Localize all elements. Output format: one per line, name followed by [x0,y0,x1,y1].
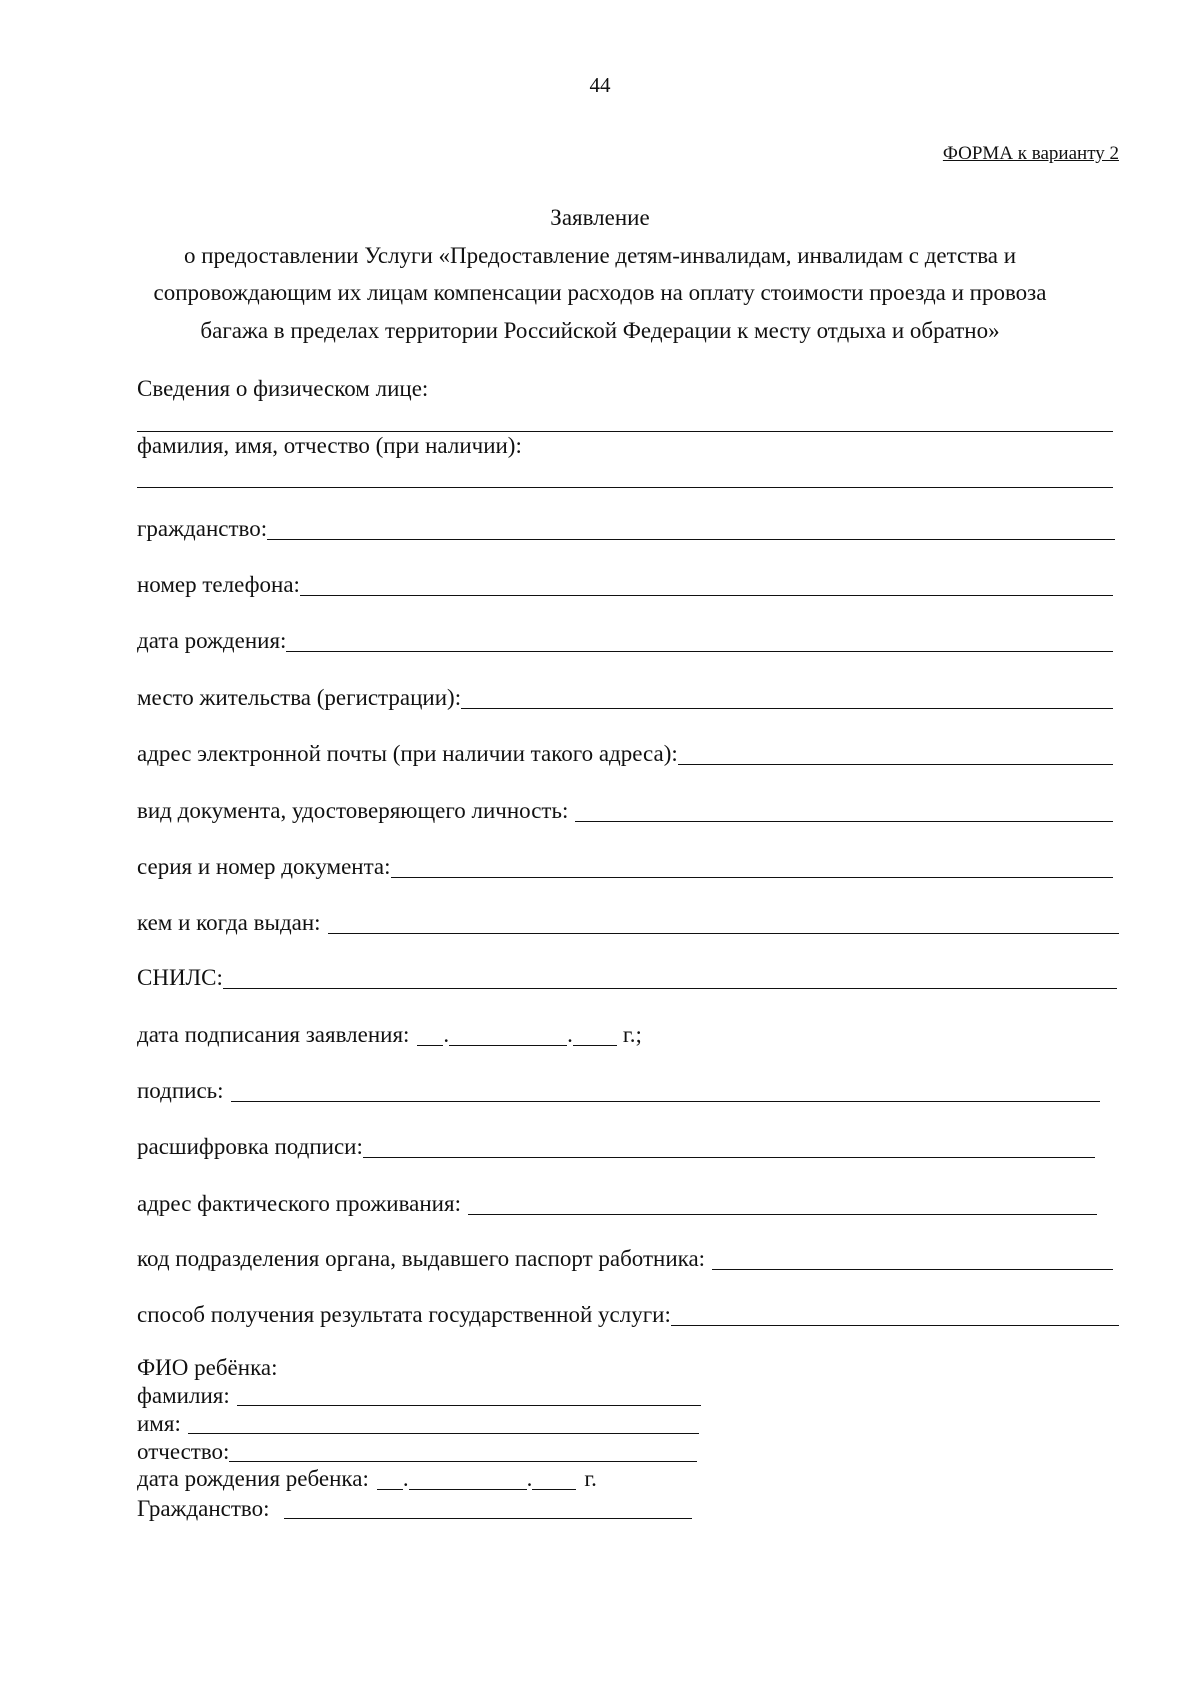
child-name-field[interactable] [188,1411,699,1434]
citizenship-label: гражданство: [137,516,268,541]
signature-field[interactable] [231,1079,1100,1102]
issued-by-row [137,907,1119,937]
fio-field[interactable] [137,487,1113,488]
child-birth-day-field[interactable] [377,1467,403,1490]
child-surname-field[interactable] [237,1383,701,1406]
email-row [137,738,1113,768]
doc-number-field[interactable] [391,855,1113,878]
doc-number-label: серия и номер документа: [137,854,391,879]
sign-date-label: дата подписания заявления: [137,1022,410,1047]
result-method-row [137,1299,1119,1329]
result-method-field[interactable] [671,1303,1119,1326]
doc-type-label: вид документа, удостоверяющего личность: [137,798,569,823]
snils-field[interactable] [223,966,1117,989]
fio-row [137,430,1113,460]
division-code-row [137,1243,1113,1273]
section-label-person: Сведения о физическом лице: [137,376,429,401]
residence-row [137,682,1113,712]
child-heading: ФИО ребёнка: [137,1355,278,1380]
snils-label: СНИЛС: [137,965,223,990]
form-variant-tag: ФОРМА к варианту 2 [942,143,1119,164]
child-surname-label: фамилия: [137,1383,230,1408]
signature-decode-row [137,1131,1095,1161]
title-line-2: сопровождающим их лицам компенсации расходов на оплату стоимости проезда и провоза [153,280,1047,305]
child-birth-month-field[interactable] [409,1467,527,1490]
sign-date-row: дата подписания заявления: . . г.; [137,1022,642,1047]
email-field[interactable] [678,742,1113,765]
issued-by-field[interactable] [328,911,1119,934]
sign-date-day-field[interactable] [417,1023,443,1046]
child-citizenship-field[interactable] [284,1496,692,1519]
child-birth-date-label: дата рождения ребенка: [137,1466,369,1491]
birth-date-field[interactable] [286,629,1113,652]
citizenship-field[interactable] [267,517,1115,540]
child-birth-date-row: дата рождения ребенка: . . г. [137,1466,597,1491]
signature-decode-label: расшифровка подписи: [137,1134,363,1159]
result-method-label: способ получения результата государственной услуги: [137,1302,671,1327]
sign-date-month-field[interactable] [449,1023,567,1046]
child-birth-year-suffix: г. [584,1466,597,1491]
sign-date-year-suffix: г.; [622,1022,642,1047]
birth-date-label: дата рождения: [137,628,287,653]
signature-label: подпись: [137,1078,224,1103]
title-line-1: о предоставлении Услуги «Предоставление детям-инвалидам, инвалидам с детства и [183,242,1017,268]
doc-type-row [137,795,1113,825]
child-name-label: имя: [137,1411,181,1436]
title-heading: Заявление [550,205,650,230]
actual-address-label: адрес фактического проживания: [137,1191,461,1216]
child-name-row [137,1409,699,1437]
actual-address-field[interactable] [468,1192,1097,1215]
child-citizenship-label: Гражданство: [137,1496,270,1521]
sign-date-year-field[interactable] [573,1023,617,1046]
residence-label: место жительства (регистрации): [137,685,462,710]
fio-label: фамилия, имя, отчество (при наличии): [137,433,522,458]
snils-row [137,962,1117,992]
residence-field[interactable] [461,686,1113,709]
phone-field[interactable] [300,573,1113,596]
phone-row [137,569,1113,599]
phone-label: номер телефона: [137,572,300,597]
division-code-field[interactable] [712,1247,1113,1270]
page-number: 44 [589,73,611,97]
document-title [140,199,1060,349]
doc-type-field[interactable] [575,799,1113,822]
child-patronymic-row [137,1437,697,1465]
signature-row [137,1075,1100,1105]
child-patronymic-field[interactable] [229,1439,697,1462]
child-birth-year-field[interactable] [532,1467,576,1490]
child-surname-row [137,1381,701,1409]
division-code-label: код подразделения органа, выдавшего паспорт работника: [137,1246,706,1271]
doc-number-row [137,851,1113,881]
issued-by-label: кем и когда выдан: [137,910,321,935]
email-label: адрес электронной почты (при наличии такого адреса): [137,741,678,766]
actual-address-row [137,1188,1097,1218]
child-citizenship-row [137,1494,692,1522]
child-patronymic-label: отчество: [137,1439,230,1464]
signature-decode-field[interactable] [363,1135,1095,1158]
birth-date-row [137,625,1113,655]
title-line-3: багажа в пределах территории Российской Федерации к месту отдыха и обратно» [200,317,1000,343]
citizenship-row [137,513,1115,543]
